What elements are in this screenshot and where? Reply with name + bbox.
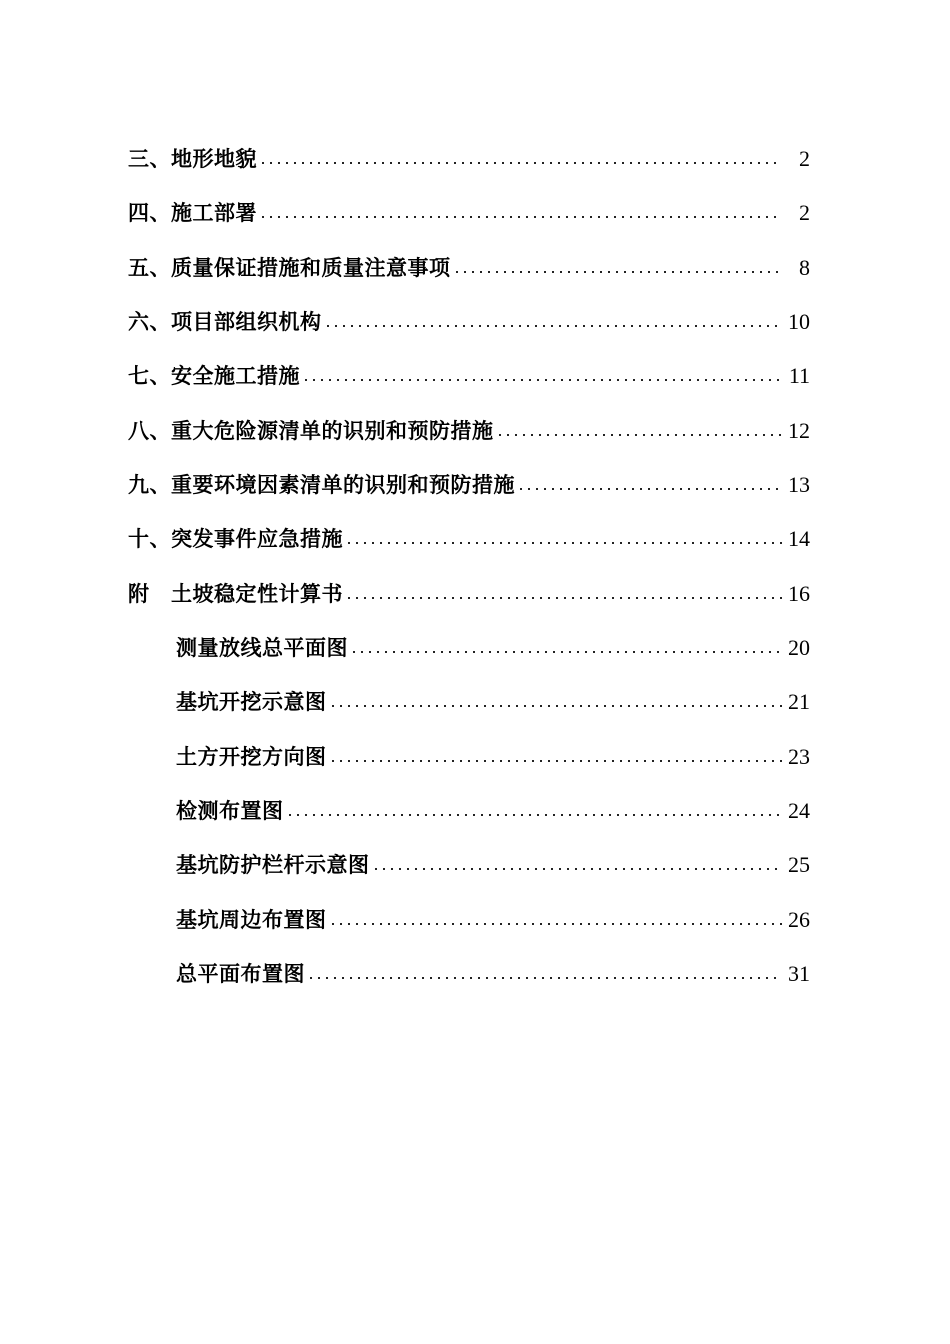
toc-entry-label: 总平面布置图 [176,961,305,986]
dot-leader [517,488,782,490]
toc-entry-label: 九、重要环境因素清单的识别和预防措施 [128,472,515,497]
table-of-contents [0,131,950,1000]
toc-entry-label: 八、重大危险源清单的识别和预防措施 [128,418,494,443]
toc-entry-page: 2 [799,200,810,226]
toc-entry-label: 土方开挖方向图 [176,744,327,769]
toc-entry-label: 基坑开挖示意图 [176,690,327,715]
toc-entry[interactable] [0,729,950,783]
dot-leader [496,434,783,436]
toc-entry-page: 20 [788,634,810,660]
toc-entry-label: 附 土坡稳定性计算书 [128,581,343,606]
toc-entry-page: 31 [788,960,810,986]
toc-entry-page: 23 [788,743,810,769]
toc-entry-label: 四、施工部署 [128,201,257,226]
toc-entry[interactable] [0,131,950,185]
toc-entry[interactable] [0,566,950,620]
toc-entry-label: 五、质量保证措施和质量注意事项 [128,255,451,280]
toc-entry[interactable] [0,457,950,511]
toc-entry-page: 11 [788,363,810,389]
toc-entry[interactable] [0,348,950,402]
toc-entry-label: 测量放线总平面图 [176,635,348,660]
dot-leader [259,216,782,218]
dot-leader [453,271,783,273]
dot-leader [350,651,782,653]
toc-entry-page: 8 [799,254,810,280]
dot-leader [324,325,783,327]
toc-entry-label: 七、安全施工措施 [128,364,300,389]
toc-entry[interactable] [0,185,950,239]
dot-leader [286,814,783,816]
toc-entry[interactable] [0,511,950,565]
toc-entry[interactable] [0,620,950,674]
dot-leader [329,923,783,925]
toc-entry-page: 2 [799,146,810,171]
toc-entry[interactable] [0,946,950,1000]
toc-entry[interactable] [0,294,950,348]
dot-leader [329,760,783,762]
toc-entry-label: 基坑周边布置图 [176,907,327,932]
toc-entry-label: 六、项目部组织机构 [128,309,322,334]
dot-leader [345,597,782,599]
dot-leader [345,542,782,544]
toc-entry-page: 16 [788,580,810,606]
toc-entry-page: 14 [788,526,810,552]
toc-entry-label: 基坑防护栏杆示意图 [176,853,370,878]
toc-entry-page: 26 [788,906,810,932]
dot-leader [259,162,782,164]
toc-entry-page: 24 [788,797,810,823]
toc-entry-label: 三、地形地貌 [128,147,257,171]
dot-leader [302,379,782,381]
toc-entry[interactable] [0,837,950,891]
dot-leader [372,868,783,870]
dot-leader [307,977,782,979]
toc-entry[interactable] [0,892,950,946]
toc-entry-label: 十、突发事件应急措施 [128,527,343,552]
toc-entry-page: 12 [788,417,810,443]
toc-entry-label: 检测布置图 [176,798,284,823]
dot-leader [329,705,783,707]
toc-entry-page: 21 [788,689,810,715]
toc-entry[interactable] [0,783,950,837]
toc-entry[interactable] [0,674,950,728]
toc-entry[interactable] [0,240,950,294]
toc-entry-page: 10 [788,308,810,334]
toc-entry[interactable] [0,403,950,457]
toc-entry-page: 13 [788,471,810,497]
toc-entry-page: 25 [788,852,810,878]
